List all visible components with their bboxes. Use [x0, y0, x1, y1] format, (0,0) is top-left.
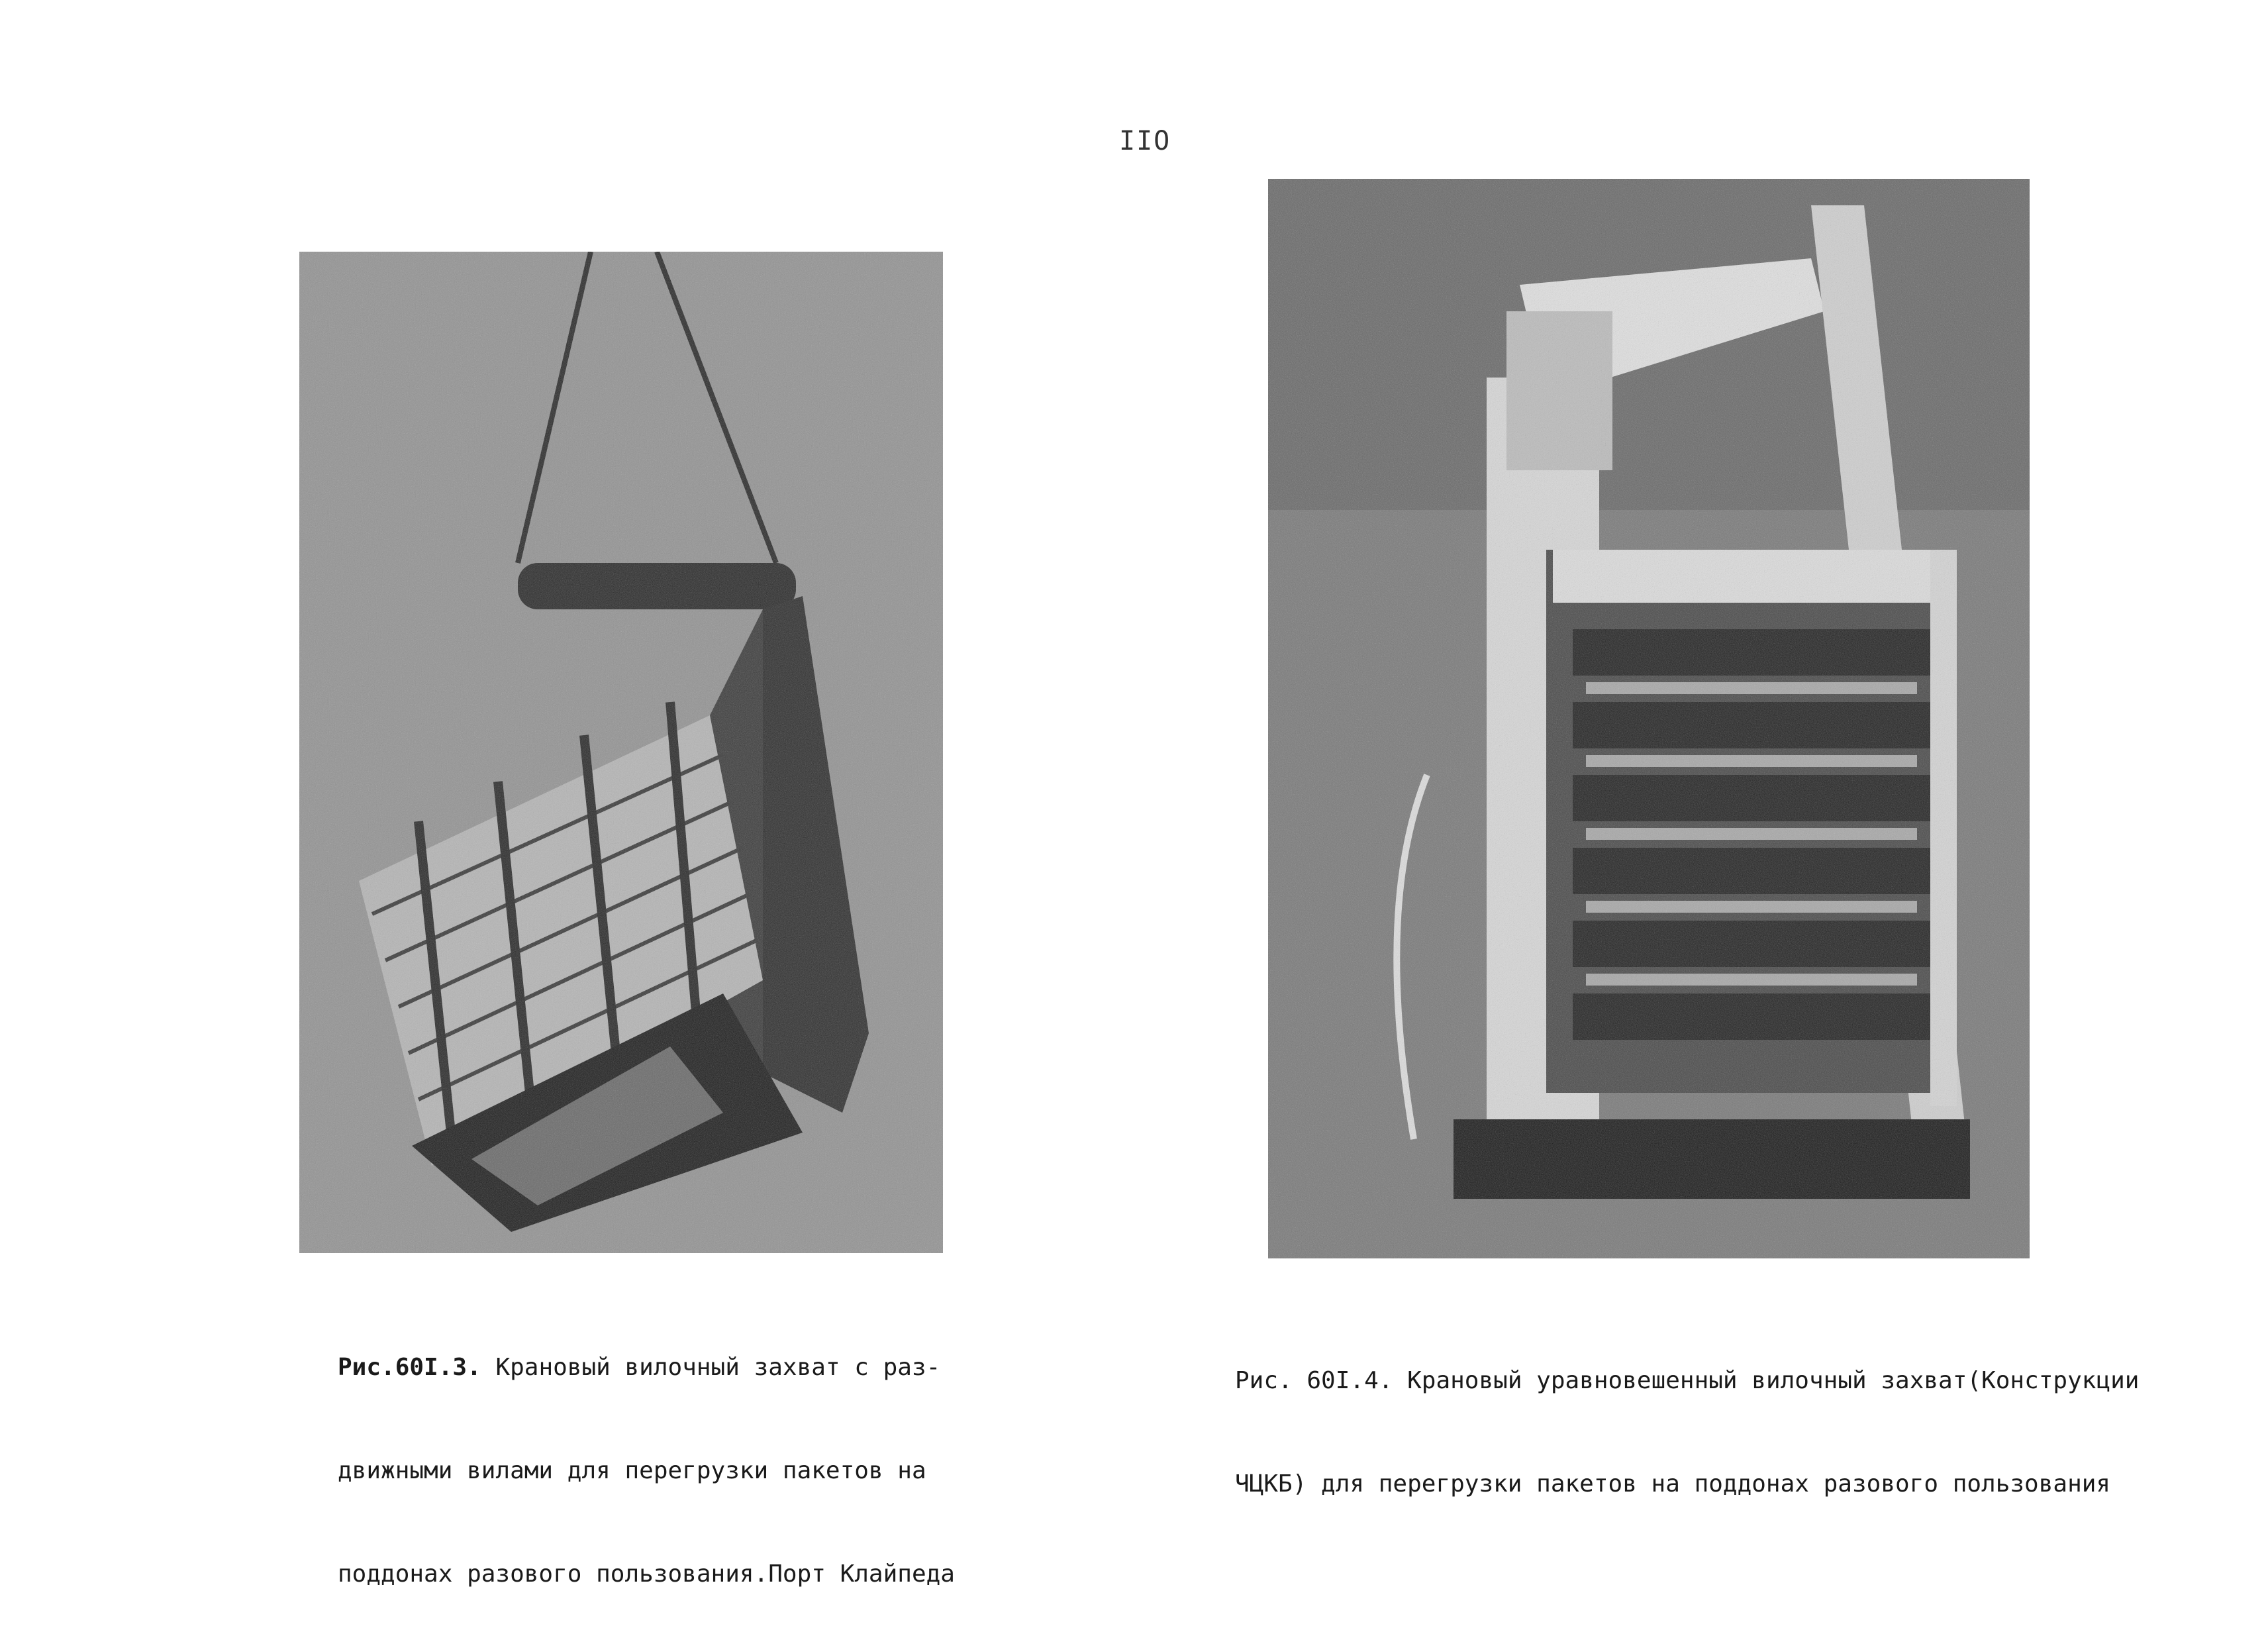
caption-line: Крановый вилочный захват с раз-: [495, 1354, 941, 1381]
figure-label: Рис.60I.3.: [338, 1354, 481, 1381]
figure-caption-601-3: [338, 1282, 954, 1626]
figure-photo-crane-fork-grab: [299, 252, 943, 1253]
page-number: IIO: [1119, 126, 1171, 156]
figure-caption-601-4: [1235, 1295, 2140, 1536]
figure-label: Рис. 60I.4.: [1235, 1367, 1393, 1394]
caption-line: ЧЦКБ) для перегрузки пакетов на поддонах разового пользования: [1235, 1470, 2111, 1498]
caption-line: Крановый уравновешенный вилочный захват(Конструкции: [1407, 1367, 2140, 1394]
figure-photo-balanced-fork-grab: [1268, 179, 2030, 1258]
caption-line: движными вилами для перегрузки пакетов на: [338, 1457, 926, 1484]
caption-line: поддонах разового пользования.Порт Клайпеда: [338, 1560, 955, 1588]
